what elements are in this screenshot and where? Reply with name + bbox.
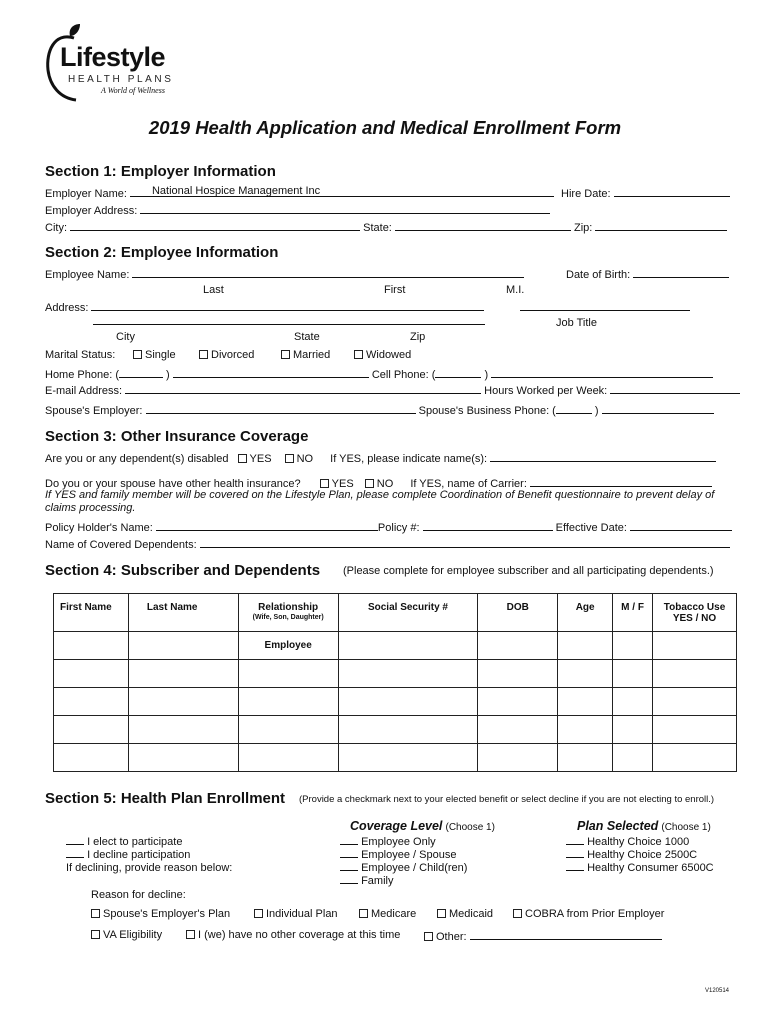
spouse-employer-field[interactable]	[146, 403, 416, 414]
checkbox-icon[interactable]	[354, 350, 363, 359]
table-header-row	[54, 594, 737, 632]
email-row: E-mail Address: Hours Worked per Week:	[45, 383, 740, 397]
checkbox-icon[interactable]	[238, 454, 247, 463]
marital-label: Marital Status:	[45, 349, 116, 361]
reason-cobra[interactable]: COBRA from Prior Employer	[513, 908, 664, 920]
employee-dob-field[interactable]	[633, 267, 729, 278]
header-age: Age	[558, 594, 613, 632]
reason-other-field[interactable]	[470, 929, 662, 940]
home-phone-field[interactable]	[173, 367, 369, 378]
reason-medicaid[interactable]: Medicaid	[437, 908, 493, 920]
checkbox-icon[interactable]	[91, 930, 100, 939]
employer-state-field[interactable]	[395, 220, 571, 231]
employer-zip-field[interactable]	[595, 220, 727, 231]
address-row: Address:	[45, 300, 484, 314]
carrier-name-field[interactable]	[530, 476, 712, 487]
employer-name-value: National Hospice Management Inc	[151, 185, 321, 197]
employee-relationship-cell: Employee	[238, 632, 338, 660]
checkbox-icon[interactable]	[285, 454, 294, 463]
employer-name-field[interactable]	[130, 186, 554, 197]
employer-address-field[interactable]	[140, 203, 550, 214]
table-row	[54, 744, 737, 772]
checkbox-icon[interactable]	[359, 909, 368, 918]
coverage-family[interactable]: Family	[340, 875, 393, 887]
section-1-title: Section 1: Employer Information	[45, 163, 276, 180]
checkbox-icon[interactable]	[513, 909, 522, 918]
checkbox-icon[interactable]	[133, 350, 142, 359]
policy-row: Policy Holder's Name: Policy #: Effective Date:	[45, 520, 732, 534]
plan-healthy-choice-1000[interactable]: Healthy Choice 1000	[566, 836, 689, 848]
checkbox-icon[interactable]	[281, 350, 290, 359]
label-first: First	[384, 284, 406, 296]
checkbox-icon[interactable]	[365, 479, 374, 488]
coverage-employee-only[interactable]: Employee Only	[340, 836, 436, 848]
table-row	[54, 632, 737, 660]
disabled-yes-option[interactable]: YES	[238, 453, 272, 465]
marital-single-option[interactable]: Single	[133, 349, 176, 361]
version-code: V120514	[705, 988, 730, 994]
dependents-table	[53, 593, 737, 772]
policy-number-field[interactable]	[423, 520, 553, 531]
phone-row: Home Phone: ( ) Cell Phone: ( )	[45, 367, 713, 381]
covered-dependents-row: Name of Covered Dependents:	[45, 537, 730, 551]
section-2-title: Section 2: Employee Information	[45, 244, 279, 261]
reason-va-eligibility[interactable]: VA Eligibility	[91, 929, 162, 941]
insurance-yes-option[interactable]: YES	[320, 478, 354, 490]
job-title-field[interactable]	[520, 300, 690, 311]
section-4-title: Section 4: Subscriber and Dependents	[45, 562, 321, 579]
label-zip: Zip	[410, 331, 426, 343]
dob-row: Date of Birth:	[566, 267, 729, 281]
employer-name-row: Employer Name: National Hospice Management Inc Hire Date:	[45, 186, 730, 200]
checkbox-icon[interactable]	[199, 350, 208, 359]
participate-option[interactable]: I elect to participate	[66, 836, 182, 848]
table-row	[54, 716, 737, 744]
home-phone-area-field[interactable]	[119, 367, 163, 378]
coverage-level-heading: Coverage Level (Choose 1)	[350, 819, 495, 833]
section-3-title: Section 3: Other Insurance Coverage	[45, 428, 309, 445]
label-city: City	[116, 331, 135, 343]
disabled-question: Are you or any dependent(s) disabled YES NO If YES, please indicate name(s):	[45, 451, 716, 465]
checkbox-icon[interactable]	[254, 909, 263, 918]
header-dob: DOB	[478, 594, 558, 632]
effective-date-field[interactable]	[630, 520, 732, 531]
policy-holder-field[interactable]	[156, 520, 378, 531]
checkbox-icon[interactable]	[186, 930, 195, 939]
logo-brand: Lifestyle	[60, 42, 166, 72]
section-4-note: (Please complete for employee subscriber and all participating dependents.)	[343, 565, 714, 577]
decline-reason-instruction: If declining, provide reason below:	[66, 862, 233, 874]
reason-other[interactable]: Other:	[424, 929, 662, 943]
label-state: State	[294, 331, 320, 343]
plan-healthy-consumer-6500c[interactable]: Healthy Consumer 6500C	[566, 862, 714, 874]
header-sex: M / F	[613, 594, 653, 632]
plan-healthy-choice-2500c[interactable]: Healthy Choice 2500C	[566, 849, 697, 861]
reason-for-decline-label: Reason for decline:	[91, 889, 186, 901]
label-job-title: Job Title	[556, 317, 597, 329]
reason-individual-plan[interactable]: Individual Plan	[254, 908, 338, 920]
hire-date-field[interactable]	[614, 186, 730, 197]
reason-spouse-plan[interactable]: Spouse's Employer's Plan	[91, 908, 230, 920]
spouse-row: Spouse's Employer: Spouse's Business Phone: ( )	[45, 403, 714, 417]
employee-name-field[interactable]	[132, 267, 524, 278]
marital-married-option[interactable]: Married	[281, 349, 330, 361]
header-tobacco: Tobacco Use YES / NO	[653, 594, 737, 632]
reason-no-other-coverage[interactable]: I (we) have no other coverage at this time	[186, 929, 400, 941]
section-5-note: (Provide a checkmark next to your elected benefit or select decline if you are not electing to enroll.)	[299, 794, 715, 805]
spouse-phone-area-field[interactable]	[556, 403, 592, 414]
disabled-names-field[interactable]	[490, 451, 716, 462]
coverage-employee-children[interactable]: Employee / Child(ren)	[340, 862, 467, 874]
header-last-name: Last Name	[128, 594, 238, 632]
spouse-phone-field[interactable]	[602, 403, 714, 414]
form-title: 2019 Health Application and Medical Enrollment Form	[148, 117, 622, 138]
reason-medicare[interactable]: Medicare	[359, 908, 416, 920]
table-row	[54, 688, 737, 716]
hours-worked-field[interactable]	[610, 383, 740, 394]
other-insurance-question: Do you or your spouse have other health insurance? YES NO If YES, name of Carrier:	[45, 476, 712, 490]
employer-city-row: City: State: Zip:	[45, 220, 727, 234]
coverage-employee-spouse[interactable]: Employee / Spouse	[340, 849, 456, 861]
employer-address-row: Employer Address:	[45, 203, 550, 217]
insurance-no-option[interactable]: NO	[365, 478, 394, 490]
header-first-name: First Name	[54, 594, 129, 632]
marital-divorced-option[interactable]: Divorced	[199, 349, 254, 361]
employee-name-row: Employee Name:	[45, 267, 524, 281]
header-relationship: Relationship (Wife, Son, Daughter)	[238, 594, 338, 632]
logo-tagline: A World of Wellness	[101, 86, 165, 95]
covered-dependents-field[interactable]	[200, 537, 730, 548]
cell-phone-field[interactable]	[491, 367, 713, 378]
checkbox-icon[interactable]	[424, 932, 433, 941]
header-ssn: Social Security #	[338, 594, 478, 632]
logo-sub: HEALTH PLANS	[68, 74, 174, 85]
disabled-no-option[interactable]: NO	[285, 453, 314, 465]
plan-selected-heading: Plan Selected (Choose 1)	[577, 819, 711, 833]
checkbox-icon[interactable]	[437, 909, 446, 918]
employee-address-line2-field[interactable]	[93, 314, 485, 325]
label-last: Last	[203, 284, 224, 296]
marital-widowed-option[interactable]: Widowed	[354, 349, 411, 361]
section-5-title: Section 5: Health Plan Enrollment	[45, 790, 286, 807]
label-mi: M.I.	[506, 284, 525, 296]
coordination-note: If YES and family member will be covered on the Lifestyle Plan, please complete Coordination of Benefit questionnaire to prevent delay of claims processing.	[45, 489, 715, 514]
checkbox-icon[interactable]	[91, 909, 100, 918]
employer-city-field[interactable]	[70, 220, 360, 231]
table-row	[54, 660, 737, 688]
decline-option[interactable]: I decline participation	[66, 849, 190, 861]
employee-address-field[interactable]	[91, 300, 484, 311]
cell-phone-area-field[interactable]	[435, 367, 481, 378]
email-field[interactable]	[125, 383, 481, 394]
checkbox-icon[interactable]	[320, 479, 329, 488]
